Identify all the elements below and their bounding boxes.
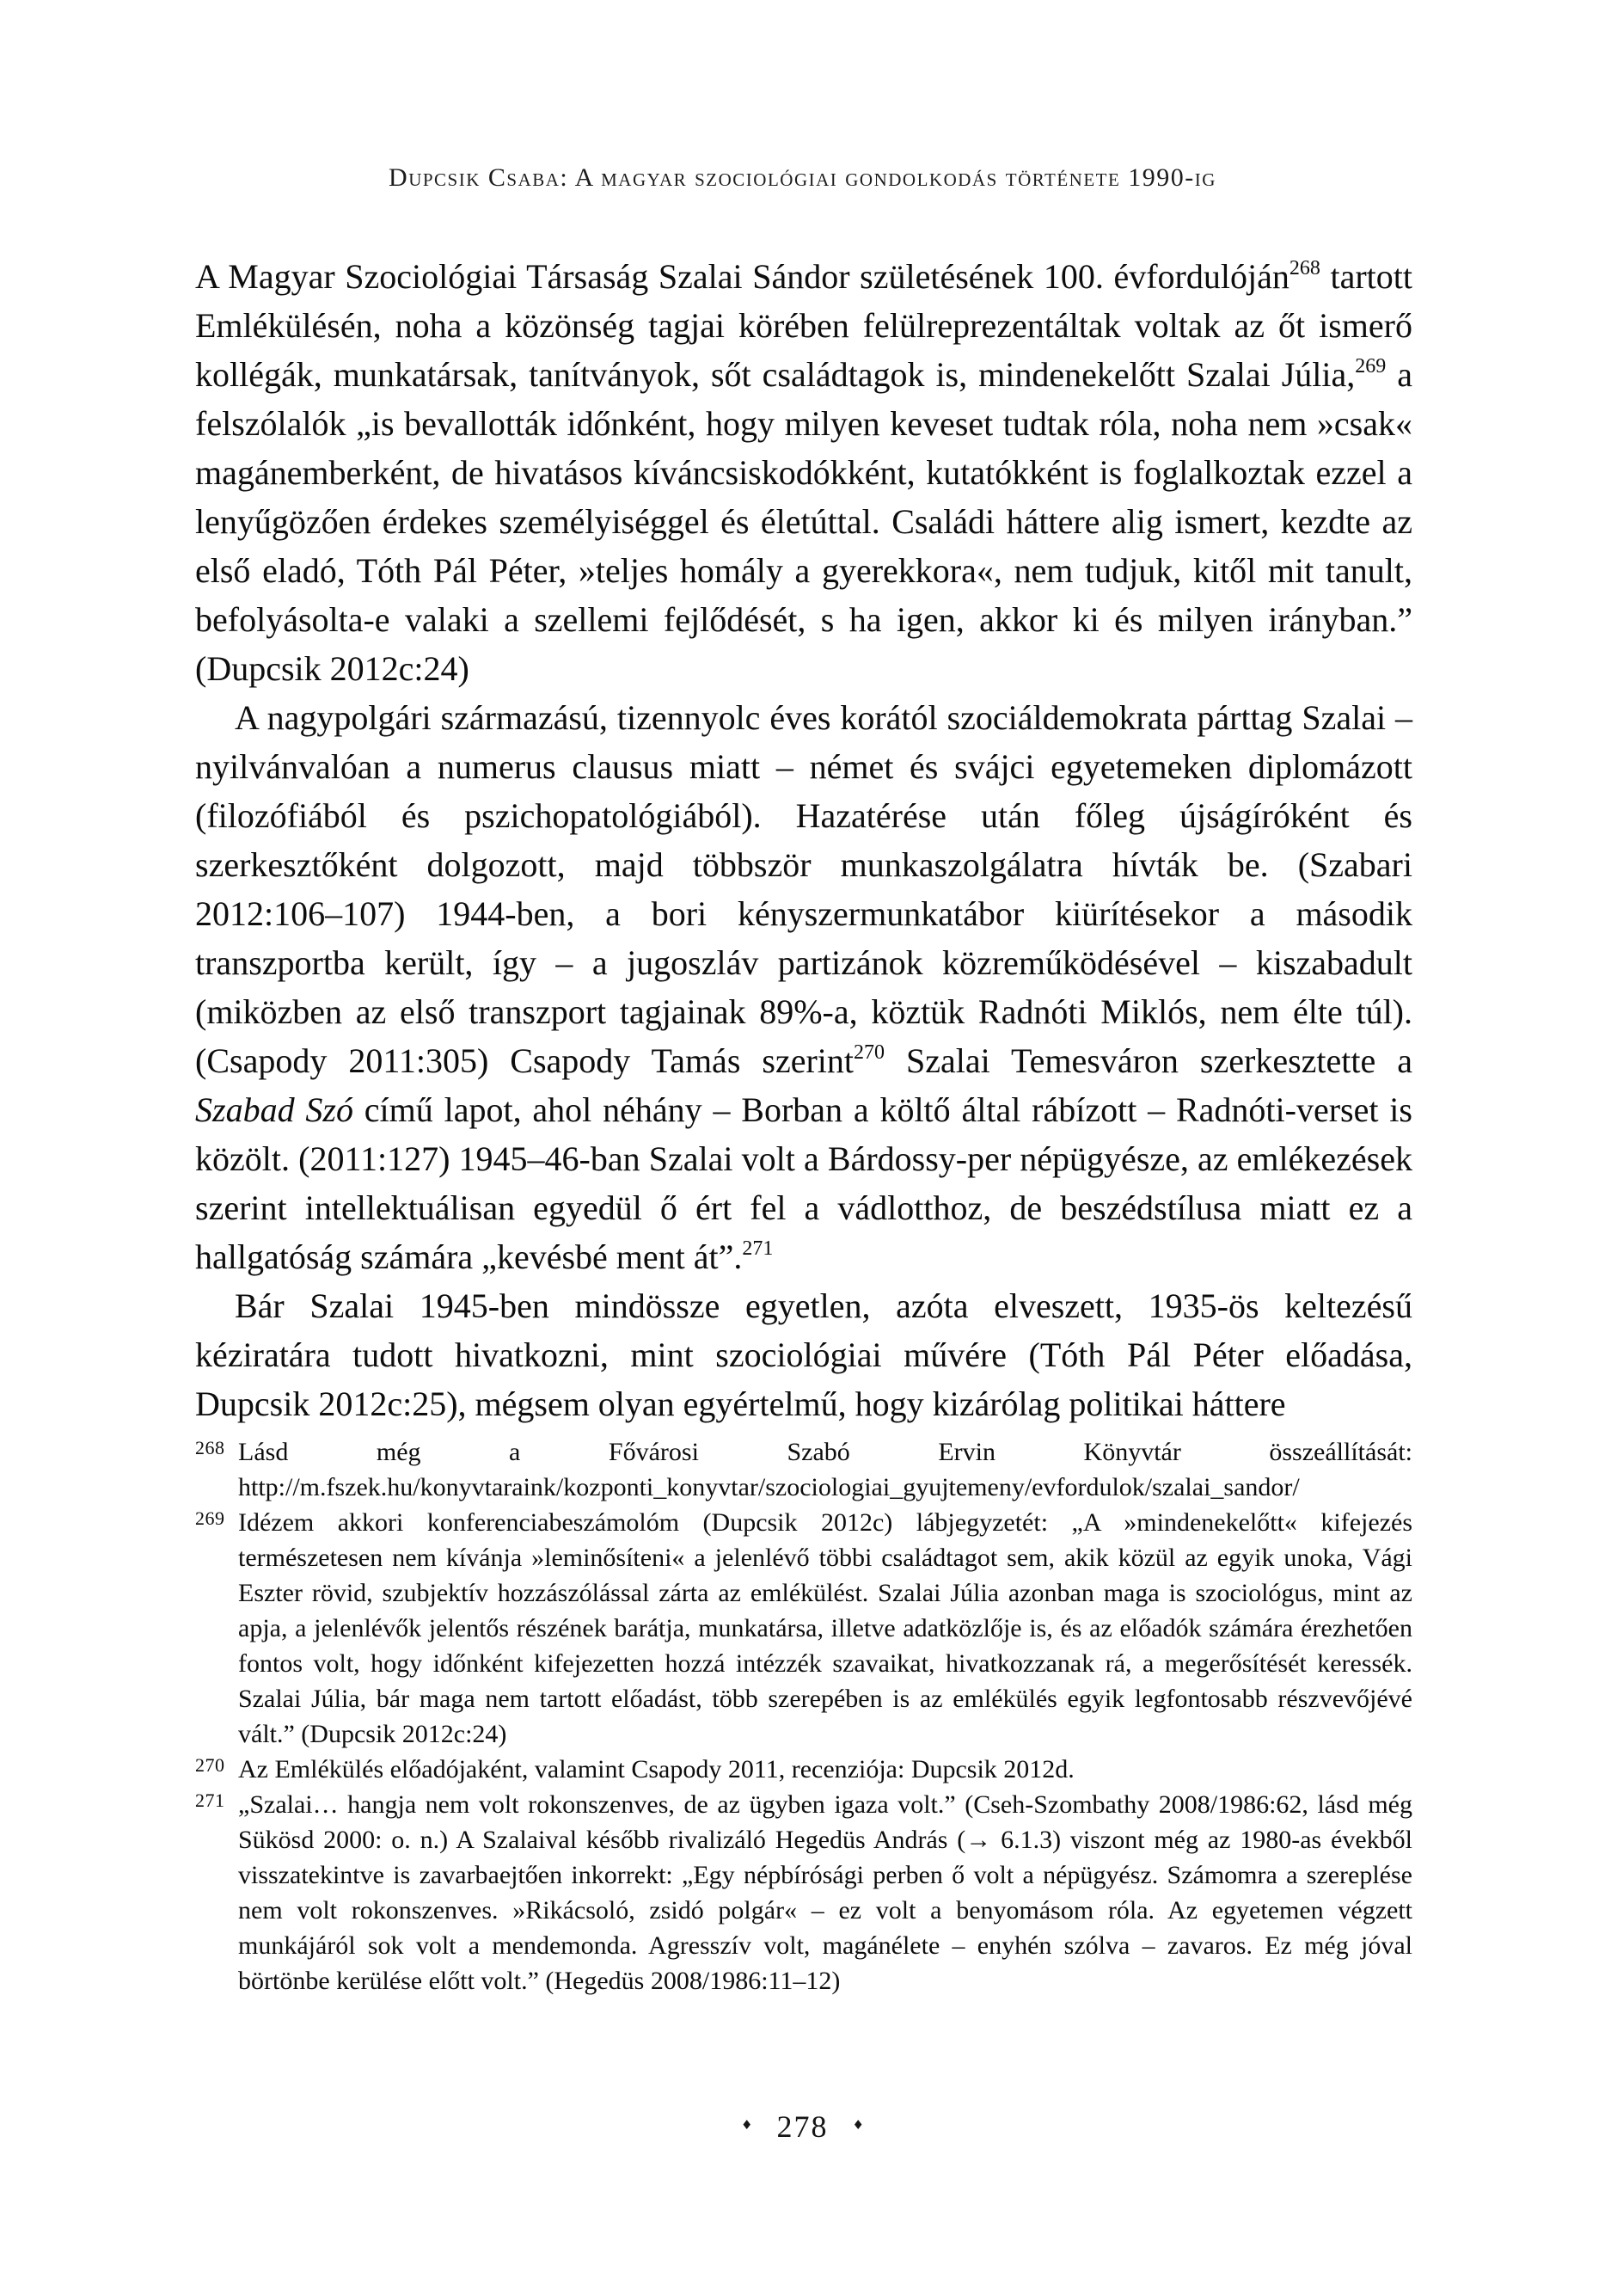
paragraph-1: A Magyar Szociológiai Társaság Szalai Sándor születésének 100. évfordulóján$^{268}$ tartott Emlékülésén, noha a közönség tagjai körében felülreprezentáltak voltak az őt ismerő kollégák, munkatársak, tanítványok, sőt családtagok is, mindenekelőtt Szalai Júlia,$^{269}$ a felszólalók „is bevallották időnként, hogy milyen keveset tudtak róla, noha nem »csak« magánemberként, de hivatásos kíváncsiskodókként, kutatókként is foglalkoztak ezzel a lenyűgözően érdekes személyiséggel és életúttal. Családi háttere alig ismert, kezdte az első eladó, Tóth Pál Péter, »teljes homály a gyerekkora«, nem tudjuk, kitől mit tanult, befolyásolta-e valaki a szellemi fejlődését, s ha igen, akkor ki és milyen irányban.” (Dupcsik 2012c:24) <box>195 256 1412 688</box>
footnote-number: 268 <box>195 1437 225 1458</box>
running-header: Dupcsik Csaba: A magyar szociológiai gondolkodás története 1990-ig <box>389 163 1216 192</box>
paragraph-2: A nagypolgári származású, tizennyolc éves korától szociáldemokrata párttag Szalai – nyilvánvalóan a numerus clausus miatt – német és svájci egyetemeken diplomázott (filozófiából és pszichopatológiából). Hazatérése után főleg újságíróként és szerkesztőként dolgozott, majd többször munkaszolgálatra hívták be. (Szabari 2012:106–107) 1944-ben, a bori kényszermunkatábor kiürítésekor a második transzportba került, így – a jugoszláv partizánok közreműködésével – kiszabadult (miközben az első transzport tagjainak 89%-a, köztük Radnóti Miklós, nem élte túl). (Csapody 2011:305) Csapody Tamás szerint$^{270}$ Szalai Temesváron szerkesztette a Szabad Szó című lapot, ahol néhány – Borban a költő által rábízott – Radnóti-verset is közölt. (2011:127) 1945–46-ban Szalai volt a Bárdossy-per népügyésze, az emlékezések szerint intellektuálisan egyedül ő ért fel a vádlotthoz, de beszédstílusa miatt ez a hallgatóság számára „kevésbé ment át”.$^{271}$ <box>195 698 1413 1276</box>
footnote-text: Idézem akkori konferenciabeszámolóm (Dupcsik 2012c) lábjegyzetét: „A »mindenekelőtt« kifejezés természetesen nem kívánja »leminősíteni« a jelenlévő többi családtagot sem, akik közül az egyik unoka, Vági Eszter rövid, szubjektív hozzászólással zárta az emlékülést. Szalai Júlia azonban maga is szociológus, mint az apja, a jelenlévők jelentős részének barátja, munkatársa, illetve adatközlője is, és az előadók számára érezhetően fontos volt, hogy időnként kifejezetten hozzá intézzék szavaikat, hivatkozzanak rá, a megerősítését keressék. Szalai Júlia, bár maga nem tartott előadást, több szerepében is az emlékülés egyik legfontosabb részvevőjévé vált.” (Dupcsik 2012c:24) <box>238 1508 1412 1748</box>
paragraph-3: Bár Szalai 1945-ben mindössze egyetlen, azóta elveszett, 1935-ös keltezésű kéziratára tudott hivatkozni, mint szociológiai művére (Tóth Pál Péter előadása, Dupcsik 2012c:25), mégsem olyan egyértelmű, hogy kizárólag politikai háttere <box>195 1286 1412 1423</box>
footnote-271 <box>195 1787 1412 1998</box>
footnote-marker: 270 <box>854 1041 885 1064</box>
footnote-number: 271 <box>195 1790 225 1811</box>
footnote-text: „Szalai… hangja nem volt rokonszenves, de az ügyben igaza volt.” (Cseh-Szombathy 2008/1986:62, lásd még Sükösd 2000: o. n.) A Szalaival később rivalizáló Hegedüs András (→ 6.1.3) viszont még az 1980-as évekből visszatekintve is zavarbaejtően inkorrekt: „Egy népbírósági perben ő volt a népügyész. Számomra a szereplése nem volt rokonszenves. »Rikácsoló, zsidó polgár« – ez volt a benyomásom róla. Az egyetemen végzett munkájáról sok volt a mendemonda. Agresszív volt, magánélete – enyhén szólva – zavaros. Ez még jóval börtönbe kerülése előtt volt.” (Hegedüs 2008/1986:11–12) <box>238 1790 1412 1995</box>
italic-text: Szabad Szó <box>195 1090 353 1129</box>
diamond-ornament-right-icon: ♦ <box>852 2117 864 2133</box>
footnote-270 <box>195 1752 1412 1787</box>
footnote-number: 270 <box>195 1754 225 1776</box>
footnote-marker: 268 <box>1289 256 1320 279</box>
footnote-number: 269 <box>195 1507 225 1529</box>
page-footer <box>0 2109 1605 2145</box>
footnote-text: Lásd még a Fővárosi Szabó Ervin Könyvtár összeállítását: http://m.fszek.hu/konyvtaraink/kozponti_konyvtar/szociologiai_gyujtemeny/evfordulok/szalai_sandor/ <box>238 1438 1412 1501</box>
footnote-marker: 269 <box>1355 354 1387 378</box>
body-text <box>195 252 1412 1428</box>
footnote-text: Az Emlékülés előadójaként, valamint Csapody 2011, recenziója: Dupcsik 2012d. <box>238 1755 1075 1783</box>
diamond-ornament-left-icon: ♦ <box>741 2117 753 2133</box>
footnote-269 <box>195 1505 1412 1752</box>
footnote-268 <box>195 1434 1412 1505</box>
page-number: 278 <box>776 2109 829 2144</box>
footnotes-section <box>195 1434 1412 1998</box>
footnote-marker: 271 <box>742 1237 774 1260</box>
